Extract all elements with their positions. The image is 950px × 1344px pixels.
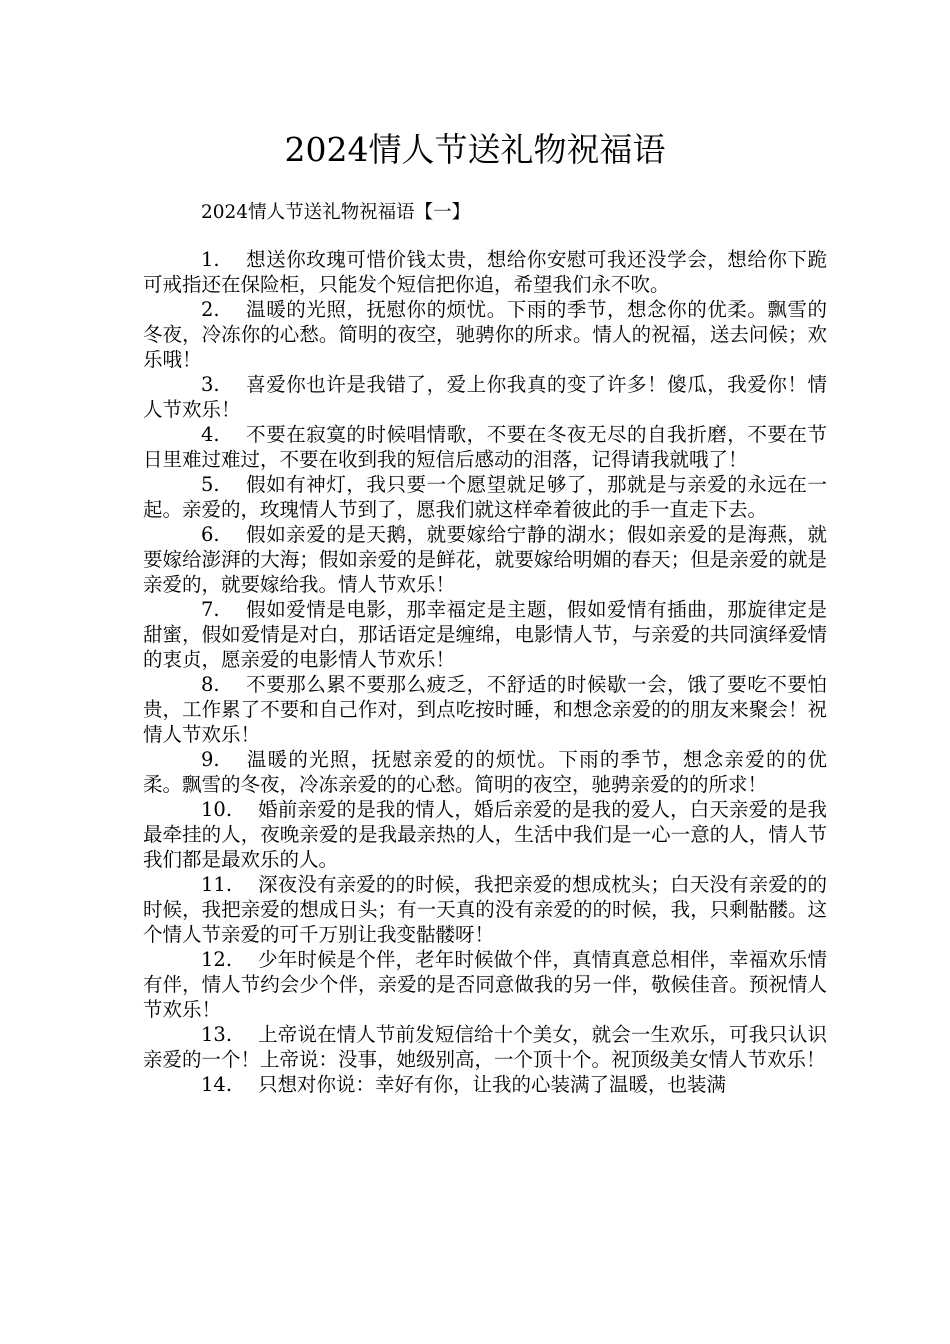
blessing-number: 14. bbox=[201, 1073, 233, 1096]
blessing-text: 喜爱你也许是我错了，爱上你我真的变了许多！傻瓜，我爱你！情人节欢乐！ bbox=[143, 373, 827, 421]
blessing-number: 13. bbox=[201, 1023, 233, 1046]
blessing-text: 不要在寂寞的时候唱情歌，不要在冬夜无尽的自我折磨，不要在节日里难过难过，不要在收到我的短信后感动的泪落，记得请我就哦了！ bbox=[143, 423, 827, 471]
blessing-item bbox=[143, 872, 827, 947]
blessing-text: 婚前亲爱的是我的情人，婚后亲爱的是我的爱人，白天亲爱的是我最牵挂的人，夜晚亲爱的是我最亲热的人，生活中我们是一心一意的人，情人节我们都是最欢乐的人。 bbox=[143, 798, 827, 871]
blessing-text: 温暖的光照，抚慰你的烦忧。下雨的季节，想念你的优柔。飘雪的冬夜，冷冻你的心愁。简明的夜空，驰骋你的所求。情人的祝福，送去问候；欢乐哦！ bbox=[143, 298, 827, 371]
blessing-text: 假如爱情是电影，那幸福定是主题，假如爱情有插曲，那旋律定是甜蜜，假如爱情是对白，那话语定是缠绵，电影情人节，与亲爱的共同演绎爱情的衷贞，愿亲爱的电影情人节欢乐！ bbox=[143, 598, 827, 671]
blessing-number: 6. bbox=[201, 523, 220, 546]
blessing-number: 4. bbox=[201, 423, 220, 446]
blessing-number: 2. bbox=[201, 298, 220, 321]
blessing-text: 假如亲爱的是天鹅，就要嫁给宁静的湖水；假如亲爱的是海燕，就要嫁给澎湃的大海；假如亲爱的是鲜花，就要嫁给明媚的春天；但是亲爱的就是亲爱的，就要嫁给我。情人节欢乐！ bbox=[143, 523, 827, 596]
blessing-text: 少年时候是个伴，老年时候做个伴，真情真意总相伴，幸福欢乐情有伴，情人节约会少个伴，亲爱的是否同意做我的另一伴，敬候佳音。预祝情人节欢乐！ bbox=[143, 948, 827, 1021]
blessing-text: 上帝说在情人节前发短信给十个美女，就会一生欢乐，可我只认识亲爱的一个！上帝说：没事，她级别高，一个顶十个。祝顶级美女情人节欢乐！ bbox=[143, 1023, 827, 1071]
blessing-item bbox=[143, 672, 827, 747]
blessing-item bbox=[143, 247, 827, 297]
blessing-text: 深夜没有亲爱的的时候，我把亲爱的想成枕头；白天没有亲爱的的时候，我把亲爱的想成日头；有一天真的没有亲爱的的时候，我，只剩骷髅。这个情人节亲爱的可千万别让我变骷髅呀！ bbox=[143, 873, 827, 946]
document-title: 2024情人节送礼物祝福语 bbox=[284, 130, 666, 169]
blessing-number: 8. bbox=[201, 673, 220, 696]
blessing-number: 12. bbox=[201, 948, 233, 971]
blessing-text: 只想对你说：幸好有你，让我的心装满了温暖，也装满 bbox=[258, 1073, 727, 1096]
blessing-number: 5. bbox=[201, 473, 220, 496]
blessing-list bbox=[143, 247, 827, 1097]
blessing-item bbox=[143, 797, 827, 872]
blessing-text: 假如有神灯，我只要一个愿望就足够了，那就是与亲爱的永远在一起。亲爱的，玫瑰情人节到了，愿我们就这样牵着彼此的手一直走下去。 bbox=[143, 473, 827, 521]
blessing-number: 9. bbox=[201, 748, 220, 771]
blessing-number: 3. bbox=[201, 373, 220, 396]
section-heading: 2024情人节送礼物祝福语【一】 bbox=[201, 202, 471, 223]
blessing-item bbox=[143, 422, 827, 472]
blessing-item bbox=[143, 597, 827, 672]
blessing-item bbox=[143, 1022, 827, 1072]
blessing-text: 温暖的光照，抚慰亲爱的的烦忧。下雨的季节，想念亲爱的的优柔。飘雪的冬夜，冷冻亲爱的的心愁。简明的夜空，驰骋亲爱的的所求！ bbox=[143, 748, 827, 796]
blessing-number: 7. bbox=[201, 598, 220, 621]
blessing-item bbox=[143, 372, 827, 422]
blessing-item bbox=[143, 297, 827, 372]
blessing-item bbox=[143, 1072, 827, 1097]
blessing-number: 10. bbox=[201, 798, 233, 821]
blessing-item bbox=[143, 947, 827, 1022]
blessing-number: 11. bbox=[201, 873, 233, 896]
blessing-item bbox=[143, 472, 827, 522]
blessing-item bbox=[143, 747, 827, 797]
blessing-number: 1. bbox=[201, 248, 220, 271]
blessing-text: 不要那么累不要那么疲乏，不舒适的时候歇一会，饿了要吃不要怕贵，工作累了不要和自己作对，到点吃按时睡，和想念亲爱的的朋友来聚会！祝情人节欢乐！ bbox=[143, 673, 827, 746]
blessing-item bbox=[143, 522, 827, 597]
blessing-text: 想送你玫瑰可惜价钱太贵，想给你安慰可我还没学会，想给你下跪可戒指还在保险柜，只能发个短信把你追，希望我们永不吹。 bbox=[143, 248, 827, 296]
